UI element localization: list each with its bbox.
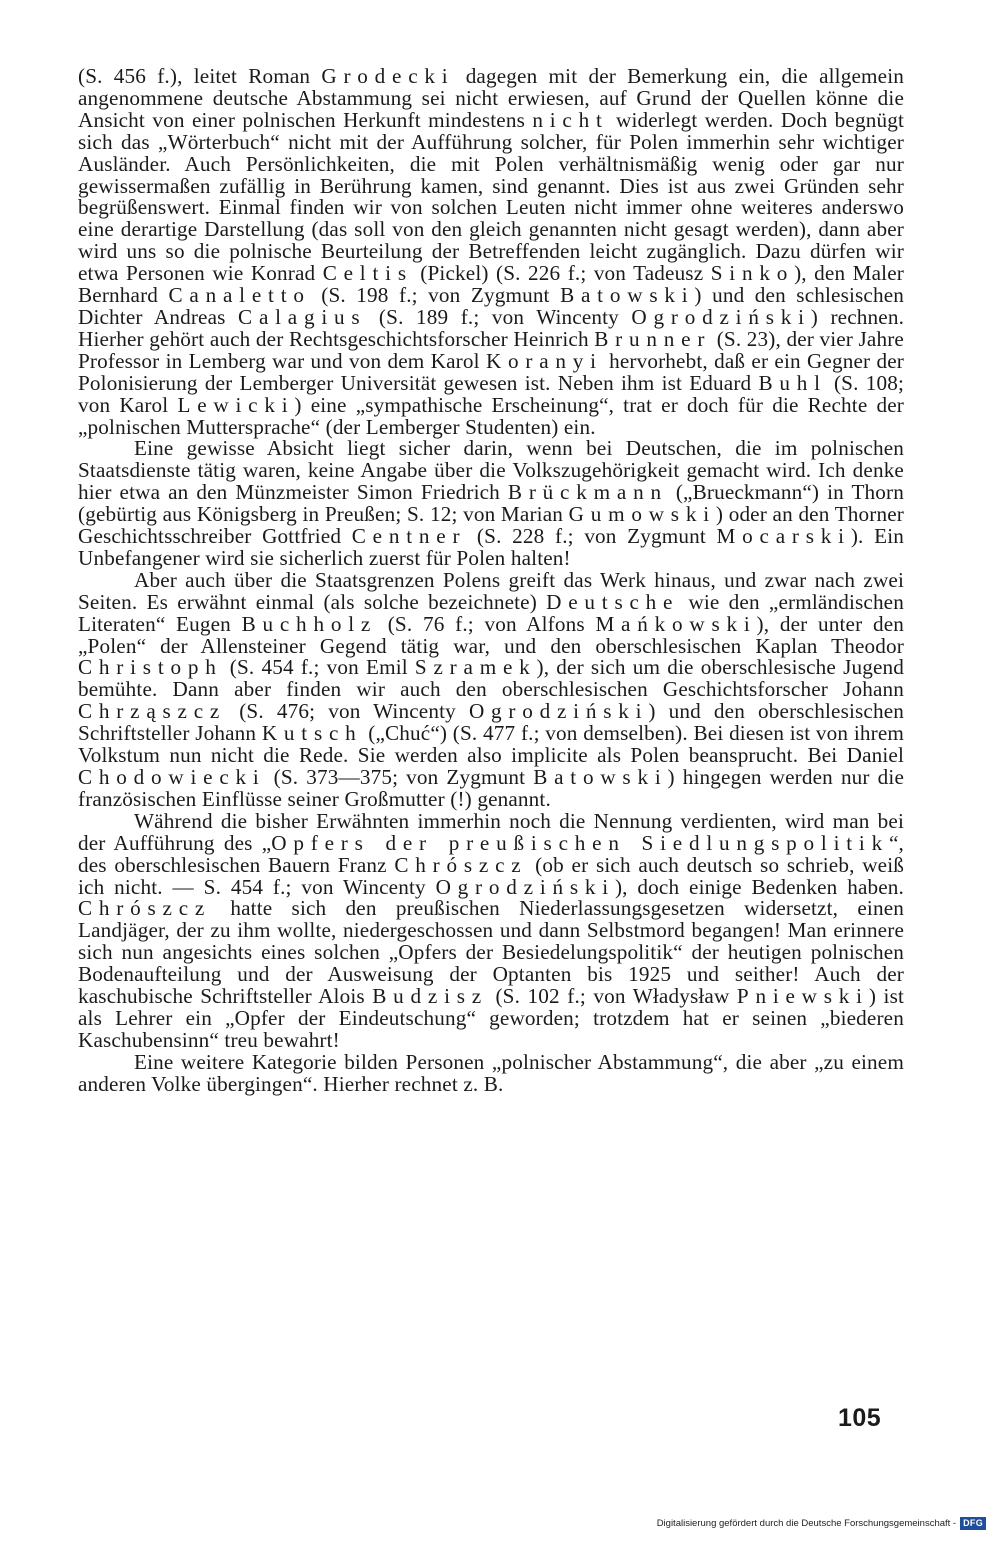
spaced-name: Brunner bbox=[594, 326, 712, 351]
spaced-name: Christoph bbox=[78, 655, 223, 680]
spaced-name: Chrószcz bbox=[394, 852, 528, 877]
text-run: Während die bisher Erwähnten immerhin noch die Nennung verdienten, wird man bei der Aufführung des „ bbox=[78, 808, 904, 855]
text-run: (S. 456 f.), leitet Roman bbox=[78, 64, 322, 88]
spaced-name: Chodowiecki bbox=[78, 765, 266, 789]
text-run: Aber auch über die Staatsgrenzen Polens greift das Werk hinaus, und zwar nach zwei Seiten. Es erwähnt einmal (als solche bezeichnete) bbox=[78, 567, 904, 614]
text-run: (S. 189 f.; von Wincenty bbox=[366, 304, 632, 329]
spaced-name: Szramek bbox=[414, 655, 537, 680]
spaced-name: Pniewski bbox=[736, 984, 869, 1009]
spaced-name: Ogrodziński bbox=[468, 699, 649, 724]
text-run: („Brueckmann“) in Thorn (gebürtig aus Königsberg in Preußen; S. 12; von Marian bbox=[78, 480, 904, 527]
spaced-name: Brückmann bbox=[507, 480, 668, 505]
spaced-name: Kutsch bbox=[261, 721, 363, 746]
paragraph bbox=[78, 1049, 904, 1096]
spaced-name: Chrószcz bbox=[78, 896, 212, 921]
paragraph bbox=[78, 66, 904, 438]
text-run: widerlegt werden. Doch begnügt sich das „Wörterbuch“ nicht mit der Aufführung solcher, für Polen immerhin sehr wichtiger Ausländer. Auch Persönlichkeiten, die mit Polen verhältnismäßig wenig oder gar nur gewissermaßen zufällig in Berührung kamen, sind genannt. Dies ist aus zwei Gründen sehr begrüßenswert. Einmal finden wir von solchen Leuten nicht immer ohne weiteres anderswo eine derartige Darstellung (das soll von den gleich genannten nicht gesagt werden), dann aber wird uns so die polnische Beurteilung der Betreffenden leicht zugänglich. Dazu dürfen wir etwa Personen wie Konrad bbox=[78, 107, 904, 286]
paragraph bbox=[78, 567, 905, 811]
spaced-name: Ogrodziński bbox=[435, 874, 615, 899]
paragraph bbox=[78, 438, 904, 569]
spaced-name: Koranyi bbox=[485, 348, 603, 373]
spaced-name: Sinko bbox=[710, 261, 795, 286]
text-run: Eine gewisse Absicht liegt sicher darin, wenn bei Deutschen, die im polnischen Staatsdienste tätig waren, keine Angabe über die Volkszugehörigkeit gemacht wird. Ich denke hier etwa an den Münzmeister Simon Friedrich bbox=[78, 436, 904, 505]
spaced-name: Opfers der preußischen Siedlungspolitik bbox=[271, 830, 889, 855]
text-run: “, des oberschlesischen Bauern Franz bbox=[78, 830, 904, 877]
text-run: ). Ein Unbefangener wird sie sicherlich zuerst für Polen halten! bbox=[78, 524, 904, 570]
spaced-name: Chrząszcz bbox=[78, 699, 227, 724]
text-run: ), der unter den „Polen“ der Allensteiner Gegend tätig war, und den oberschlesischen Kaplan Theodor bbox=[78, 611, 905, 658]
text-run: (S. 76 f.; von Alfons bbox=[377, 611, 596, 636]
text-run: (S. 102 f.; von Władysław bbox=[487, 984, 737, 1009]
spaced-name: Deutsche bbox=[546, 589, 680, 614]
spaced-name: Gumowski bbox=[568, 502, 716, 527]
text-run: ) eine „sympathische Erscheinung“, trat er doch für die Rechte der „polnischen Muttersprache“ (der Lemberger Studenten) ein. bbox=[78, 392, 904, 439]
text-run: ) oder an den Thorner Geschichtsschreiber Gottfried bbox=[78, 502, 904, 549]
spaced-name: Mocarski bbox=[716, 524, 851, 549]
dfg-logo: DFG bbox=[960, 1517, 986, 1530]
text-run: (S. 373—375; von Zygmunt bbox=[265, 765, 534, 789]
spaced-name: Budzisz bbox=[372, 984, 488, 1009]
text-run: (S. 454 f.; von Emil bbox=[222, 655, 415, 680]
digitization-footer bbox=[657, 1516, 986, 1530]
spaced-name: Buhl bbox=[758, 370, 827, 395]
text-run: ) hingegen werden nur die französischen Einflüsse seiner Großmutter (!) genannt. bbox=[78, 765, 905, 811]
text-run: ), den Maler Bernhard bbox=[78, 261, 904, 308]
spaced-name: Celtis bbox=[322, 261, 413, 286]
text-run: ) und den oberschlesischen Schriftsteller Johann bbox=[78, 699, 904, 746]
spaced-name: Buchholz bbox=[241, 611, 378, 636]
spaced-name: nicht bbox=[532, 107, 609, 132]
footer-credit: Digitalisierung gefördert durch die Deutsche Forschungsgemeinschaft - bbox=[656, 1517, 957, 1529]
text-run: dagegen mit der Bemerkung ein, die allgemein angenommene deutsche Abstammung sei nicht erwiesen, auf Grund der Quellen könne die Ansicht von einer polnischen Herkunft mindestens bbox=[78, 64, 904, 132]
text-run: ) und den schlesischen Dichter Andreas bbox=[78, 283, 905, 329]
text-run: („Chuć“) (S. 477 f.; von demselben). Bei diesen ist von ihrem Volkstum nun nicht die Rede. Sie werden also implicite als Polen beansprucht. Bei Daniel bbox=[78, 721, 905, 768]
spaced-name: Canaletto bbox=[168, 283, 311, 308]
paragraph bbox=[78, 808, 904, 1052]
spaced-name: Centner bbox=[351, 524, 467, 549]
text-run: (S. 23), der vier Jahre Professor in Lemberg war und von dem Karol bbox=[78, 326, 904, 373]
text-run: ), doch einige Bedenken haben. bbox=[614, 874, 904, 899]
text-run: (S. 198 f.; von Zygmunt bbox=[310, 283, 561, 308]
page-body bbox=[78, 66, 904, 1096]
text-run: (S. 228 f.; von Zygmunt bbox=[466, 524, 717, 549]
spaced-name: Lewicki bbox=[177, 392, 295, 417]
spaced-name: Ogrodziński bbox=[631, 304, 811, 329]
spaced-name: Grodecki bbox=[321, 64, 455, 88]
text-run: hatte sich den preußischen Niederlassungsgesetzen widersetzt, einen Landjäger, der zu ihm wollte, niedergeschossen und dann Selbstmord begangen! Man erinnere sich nun angesichts eines solchen „Opfers der Besiedelungspolitik“ der heutigen polnischen Bodenaufteilung und der Ausweisung der Optanten bis 1925 und seither! Auch der kaschubische Schriftsteller Alois bbox=[78, 896, 904, 1009]
text-run: ) ist als Lehrer ein „Opfer der Eindeutschung“ geworden; trotzdem hat er seinen „biederen Kaschubensinn“ treu bewahrt! bbox=[78, 984, 904, 1052]
text-run: (ob er sich auch deutsch so schrieb, weiß ich nicht. — S. 454 f.; von Wincenty bbox=[78, 852, 904, 899]
text-run: ) rechnen. Hierher gehört auch der Rechtsgeschichtsforscher Heinrich bbox=[78, 304, 905, 351]
text-run: ), der sich um die oberschlesische Jugend bemühte. Dann aber finden wir auch den oberschlesischen Geschichtsforscher Johann bbox=[78, 655, 904, 702]
page-number: 105 bbox=[838, 1404, 882, 1432]
text-run: Eine weitere Kategorie bilden Personen „polnischer Abstammung“, die aber „zu einem anderen Volke übergingen“. Hierher rechnet z. B. bbox=[78, 1049, 904, 1096]
spaced-name: Batowski bbox=[560, 283, 695, 308]
spaced-name: Batowski bbox=[533, 765, 668, 789]
text-run: wie den „ermländischen Literaten“ Eugen bbox=[78, 589, 904, 636]
text-run: (S. 108; von Karol bbox=[78, 370, 905, 417]
text-run: (Pickel) (S. 226 f.; von Tadeusz bbox=[412, 261, 711, 286]
text-run: hervorhebt, daß er ein Gegner der Polonisierung der Lemberger Universität gewesen ist. Neben ihm ist Eduard bbox=[78, 348, 904, 395]
spaced-name: Calagius bbox=[238, 304, 367, 329]
spaced-name: Mańkowski bbox=[595, 611, 757, 636]
text-run: (S. 476; von Wincenty bbox=[226, 699, 469, 724]
